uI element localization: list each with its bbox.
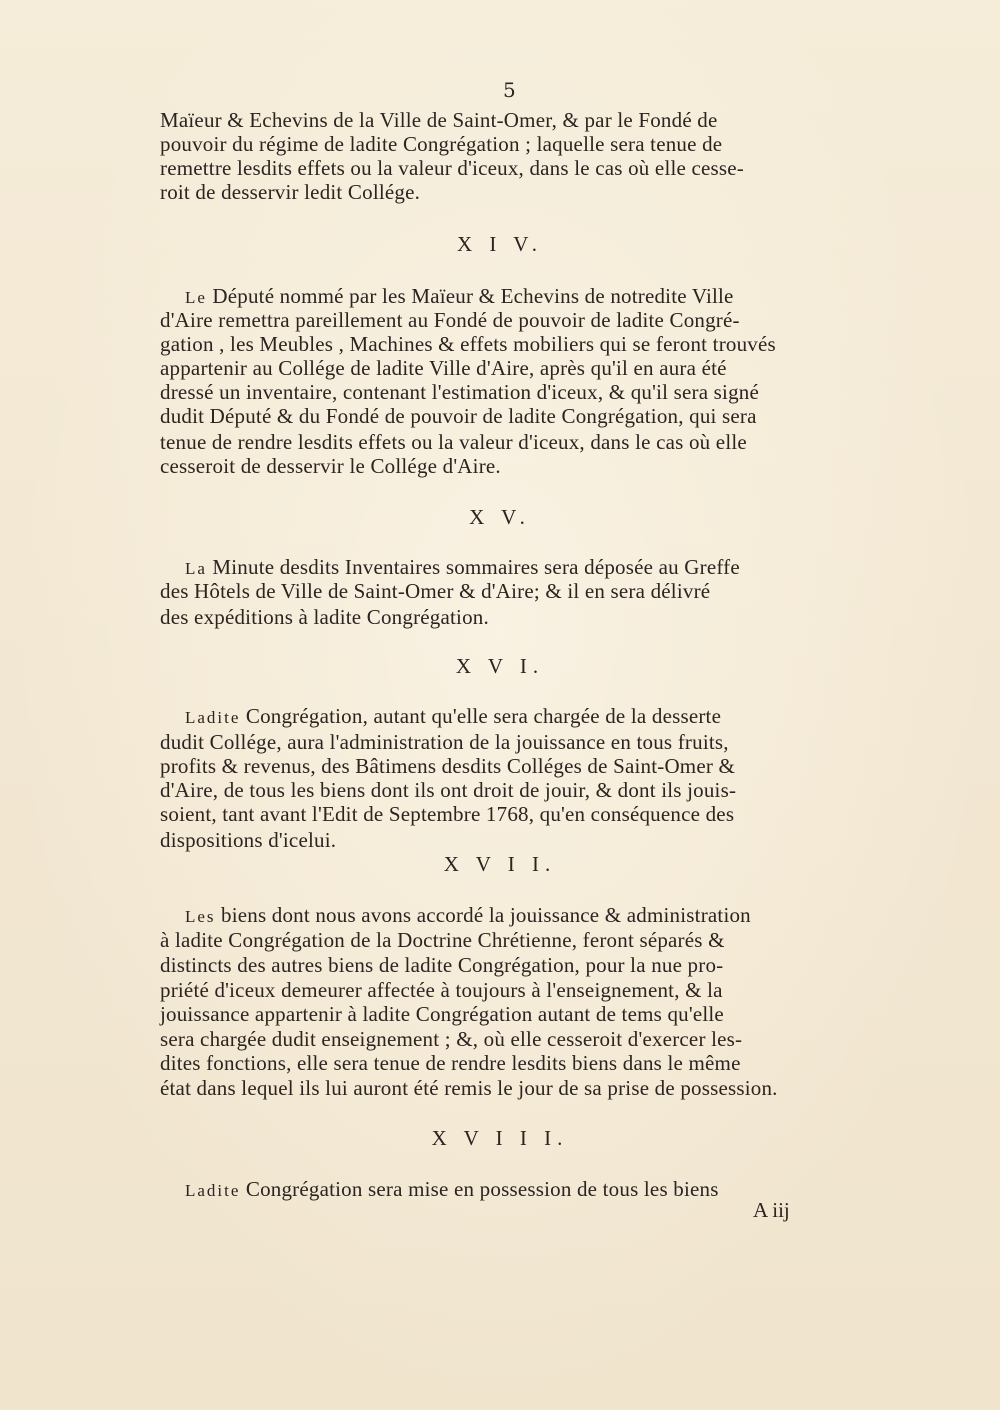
lead-word: Ladite — [185, 708, 241, 727]
article-heading-15: X V. — [469, 505, 531, 529]
text-span: biens dont nous avons accordé la jouissance & administration — [215, 903, 751, 927]
text-span: Minute desdits Inventaires sommaires sera déposée au Greffe — [206, 555, 740, 579]
text-line: pouvoir du régime de ladite Congrégation ; laquelle sera tenue de — [160, 132, 723, 156]
text-line: dispositions d'icelui. — [160, 828, 337, 852]
text-line: jouissance appartenir à ladite Congrégation autant de tems qu'elle — [160, 1002, 724, 1026]
text-line: état dans lequel ils lui auront été remis le jour de sa prise de possession. — [160, 1076, 778, 1100]
article-heading-14: X I V. — [457, 232, 543, 256]
lead-word: La — [185, 559, 207, 578]
text-line: d'Aire remettra pareillement au Fondé de pouvoir de ladite Congré- — [160, 308, 740, 332]
article-heading-16: X V I. — [455, 654, 545, 678]
text-line — [185, 1177, 719, 1203]
page-number: 5 — [503, 78, 516, 102]
text-line: dudit Député & du Fondé de pouvoir de ladite Congrégation, qui sera — [160, 404, 757, 428]
text-line: distincts des autres biens de ladite Congrégation, pour la nue pro- — [160, 953, 724, 977]
text-span: Congrégation, autant qu'elle sera chargée de la desserte — [240, 704, 722, 728]
text-line: des Hôtels de Ville de Saint-Omer & d'Aire; & il en sera délivré — [160, 579, 711, 603]
text-line: gation , les Meubles , Machines & effets mobiliers qui se feront trouvés — [160, 332, 776, 356]
text-line — [185, 555, 740, 581]
text-line: appartenir au Collége de ladite Ville d'Aire, après qu'il en aura été — [160, 356, 727, 380]
text-line — [185, 903, 751, 929]
text-line: dressé un inventaire, contenant l'estimation d'iceux, & qu'il sera signé — [160, 380, 760, 404]
lead-word: Ladite — [185, 1181, 241, 1200]
text-line: d'Aire, de tous les biens dont ils ont droit de jouir, & dont ils jouis- — [160, 778, 737, 802]
text-line: sera chargée dudit enseignement ; &, où elle cesseroit d'exercer les- — [160, 1027, 743, 1051]
text-span: Congrégation sera mise en possession de tous les biens — [240, 1177, 719, 1201]
signature-mark: A iij — [753, 1198, 790, 1222]
text-line: soient, tant avant l'Edit de Septembre 1768, qu'en conséquence des — [160, 802, 735, 826]
text-line: cesseroit de desservir le Collége d'Aire. — [160, 454, 501, 478]
article-heading-18: X V I I I. — [431, 1126, 569, 1150]
article-heading-17: X V I I. — [443, 852, 557, 876]
text-line: dites fonctions, elle sera tenue de rendre lesdits biens dans le même — [160, 1051, 741, 1075]
lead-word: Les — [185, 907, 216, 926]
text-line: des expéditions à ladite Congrégation. — [160, 605, 489, 629]
text-line: priété d'iceux demeurer affectée à toujours à l'enseignement, & la — [160, 978, 723, 1002]
text-line — [185, 284, 734, 310]
text-line: remettre lesdits effets ou la valeur d'iceux, dans le cas où elle cesse- — [160, 156, 744, 180]
text-line: dudit Collége, aura l'administration de la jouissance en tous fruits, — [160, 730, 729, 754]
text-line: Maïeur & Echevins de la Ville de Saint-Omer, & par le Fondé de — [160, 108, 718, 132]
text-line: roit de desservir ledit Collége. — [160, 180, 421, 204]
lead-word: Le — [185, 288, 207, 307]
text-line: profits & revenus, des Bâtimens desdits Colléges de Saint-Omer & — [160, 754, 736, 778]
text-span: Député nommé par les Maïeur & Echevins de notredite Ville — [206, 284, 734, 308]
text-line: à ladite Congrégation de la Doctrine Chrétienne, feront séparés & — [160, 928, 725, 952]
text-line — [185, 704, 721, 730]
text-line: tenue de rendre lesdits effets ou la valeur d'iceux, dans le cas où elle — [160, 430, 747, 454]
